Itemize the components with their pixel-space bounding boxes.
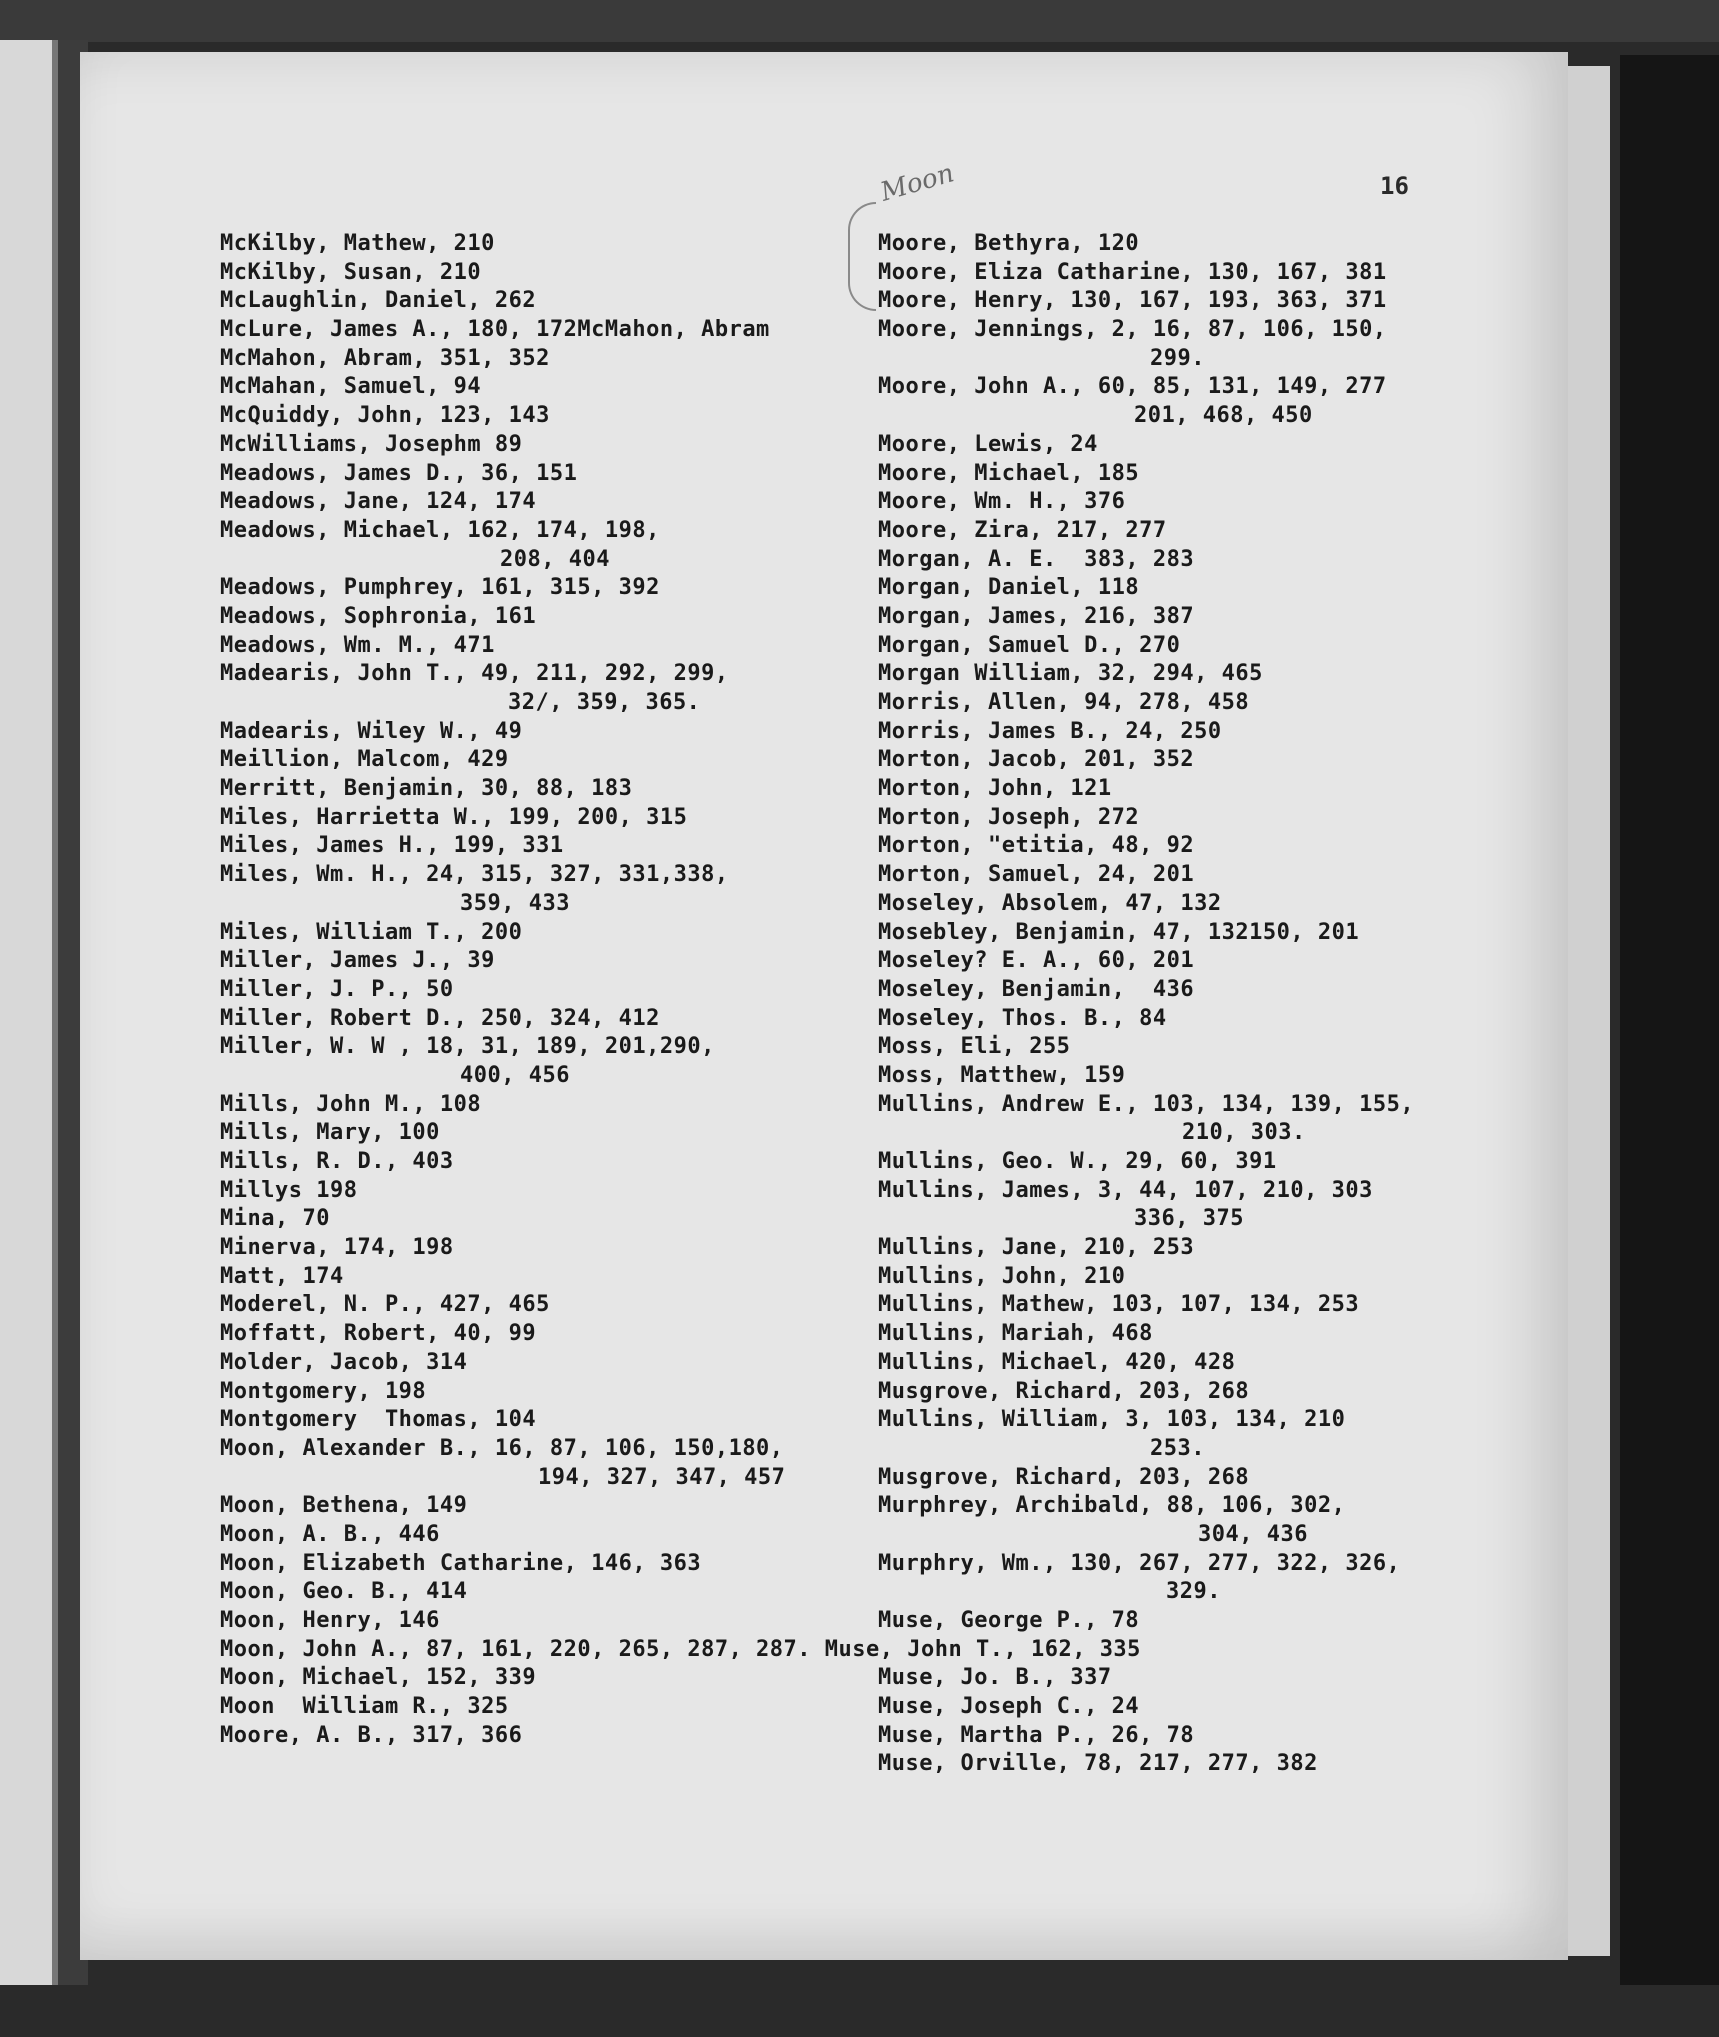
index-entry: Mina, 70 bbox=[220, 1206, 330, 1232]
index-entry: Muse, Jo. B., 337 bbox=[878, 1665, 1112, 1691]
index-entry: Morton, Joseph, 272 bbox=[878, 804, 1140, 830]
index-entry-continuation: 304, 436 bbox=[1198, 1521, 1308, 1547]
index-entry: Mills, John M., 108 bbox=[220, 1091, 482, 1117]
index-entry: Montgomery Thomas, 104 bbox=[220, 1407, 537, 1433]
index-entry: McWilliams, Josephm 89 bbox=[220, 431, 523, 457]
index-entry: Moon, Henry, 146 bbox=[220, 1608, 440, 1633]
index-entry: Miles, Harrietta W., 199, 200, 315 bbox=[220, 804, 688, 830]
index-entry: Meadows, Sophronia, 161 bbox=[220, 603, 537, 629]
index-entry-continuation: 299. bbox=[1150, 345, 1205, 371]
index-entry: Meadows, Wm. M., 471 bbox=[220, 632, 495, 658]
index-entry: Moseley, Thos. B., 84 bbox=[878, 1005, 1167, 1031]
facing-page-edge bbox=[0, 40, 58, 1985]
index-entry: Mullins, Michael, 420, 428 bbox=[878, 1349, 1236, 1375]
index-entry: Muse, Martha P., 26, 78 bbox=[878, 1722, 1195, 1748]
index-entry: McKilby, Mathew, 210 bbox=[220, 231, 495, 256]
index-entry: Moore, Henry, 130, 167, 193, 363, 371 bbox=[878, 288, 1387, 314]
index-entry: Mullins, Geo. W., 29, 60, 391 bbox=[878, 1149, 1277, 1174]
index-entry-continuation: 329. bbox=[1166, 1579, 1221, 1605]
index-entry: Murphry, Wm., 130, 267, 277, 322, 326, bbox=[878, 1550, 1401, 1576]
index-entry: Minerva, 174, 198 bbox=[220, 1235, 454, 1261]
scanner-frame-top bbox=[0, 0, 1719, 42]
index-entry: Moderel, N. P., 427, 465 bbox=[220, 1292, 550, 1318]
index-entry: Moon, Elizabeth Catharine, 146, 363 bbox=[220, 1550, 702, 1576]
index-entry: Muse, Joseph C., 24 bbox=[878, 1694, 1140, 1720]
index-entry: Morgan William, 32, 294, 465 bbox=[878, 661, 1263, 687]
index-entry: Moon, Michael, 152, 339 bbox=[220, 1665, 537, 1691]
index-entry-continuation: 201, 468, 450 bbox=[1134, 403, 1313, 429]
index-entry: Moore, Eliza Catharine, 130, 167, 381 bbox=[878, 259, 1387, 285]
index-entry: Moore, Wm. H., 376 bbox=[878, 489, 1126, 515]
index-entry: Morgan, A. E. 383, 283 bbox=[878, 546, 1195, 572]
index-entry: Morris, Allen, 94, 278, 458 bbox=[878, 690, 1250, 715]
index-entry bbox=[878, 1636, 1488, 1665]
index-entry: Miles, Wm. H., 24, 315, 327, 331,338, bbox=[220, 862, 729, 888]
page-number: 16 bbox=[1380, 172, 1409, 200]
index-entry: Morgan, Samuel D., 270 bbox=[878, 632, 1181, 658]
index-entry: Muse, Orville, 78, 217, 277, 382 bbox=[878, 1751, 1318, 1777]
index-entry: Muse, George P., 78 bbox=[878, 1608, 1140, 1633]
index-entry: Mills, R. D., 403 bbox=[220, 1149, 454, 1174]
index-entry: Moseley, Benjamin, 436 bbox=[878, 976, 1195, 1002]
index-entry: Miller, Robert D., 250, 324, 412 bbox=[220, 1005, 660, 1031]
index-entry: Moon, Geo. B., 414 bbox=[220, 1579, 468, 1605]
index-entry: McMahon, Abram, 351, 352 bbox=[220, 345, 550, 371]
index-entry: Mills, Mary, 100 bbox=[220, 1120, 440, 1146]
index-entry: Morgan, James, 216, 387 bbox=[878, 603, 1195, 629]
index-entry: Moon, Bethena, 149 bbox=[220, 1493, 468, 1519]
index-entry: Miller, W. W , 18, 31, 189, 201,290, bbox=[220, 1034, 715, 1060]
index-entry-continuation: 32/, 359, 365. bbox=[508, 690, 701, 715]
index-entry: Musgrove, Richard, 203, 268 bbox=[878, 1464, 1250, 1490]
index-entry: Moon William R., 325 bbox=[220, 1694, 509, 1720]
index-entry: Morton, Jacob, 201, 352 bbox=[878, 747, 1195, 773]
index-entry: Meadows, Pumphrey, 161, 315, 392 bbox=[220, 575, 660, 601]
index-entry: Mullins, Andrew E., 103, 134, 139, 155, bbox=[878, 1091, 1415, 1117]
index-entry: Moore, A. B., 317, 366 bbox=[220, 1722, 523, 1748]
index-entry: Madearis, John T., 49, 211, 292, 299, bbox=[220, 661, 729, 687]
index-entry-continuation: 400, 456 bbox=[460, 1062, 570, 1088]
index-entry: Mullins, James, 3, 44, 107, 210, 303 bbox=[878, 1177, 1373, 1203]
index-entry: Miles, William T., 200 bbox=[220, 919, 523, 945]
index-entry: Matt, 174 bbox=[220, 1263, 344, 1289]
handwritten-margin-note: Moon bbox=[877, 158, 958, 208]
page-edge-curl bbox=[1562, 66, 1610, 1956]
index-entry: Musgrove, Richard, 203, 268 bbox=[878, 1378, 1250, 1404]
index-entry: Montgomery, 198 bbox=[220, 1378, 427, 1404]
index-entry: Murphrey, Archibald, 88, 106, 302, bbox=[878, 1493, 1346, 1519]
index-entry: Meadows, James D., 36, 151 bbox=[220, 460, 578, 486]
index-entry: Miles, James H., 199, 331 bbox=[220, 833, 564, 859]
index-entry: Mosebley, Benjamin, 47, 132150, 201 bbox=[878, 919, 1360, 945]
index-entry: Moseley? E. A., 60, 201 bbox=[878, 948, 1195, 974]
index-entry: McQuiddy, John, 123, 143 bbox=[220, 403, 550, 429]
index-entry-continuation: 210, 303. bbox=[1182, 1120, 1306, 1146]
index-entry: Meillion, Malcom, 429 bbox=[220, 747, 509, 773]
index-entry: Meadows, Michael, 162, 174, 198, bbox=[220, 517, 660, 543]
index-entry: Meadows, Jane, 124, 174 bbox=[220, 489, 537, 515]
index-entry-continuation: 253. bbox=[1150, 1435, 1205, 1461]
index-entry: Moss, Matthew, 159 bbox=[878, 1062, 1126, 1088]
index-entry: Miller, James J., 39 bbox=[220, 948, 495, 974]
index-entry: McMahan, Samuel, 94 bbox=[220, 374, 482, 400]
index-entry: Moore, Michael, 185 bbox=[878, 460, 1140, 486]
index-column-right bbox=[878, 230, 1488, 1779]
index-entry: Morgan, Daniel, 118 bbox=[878, 575, 1140, 601]
index-entry: Moore, Lewis, 24 bbox=[878, 431, 1098, 457]
index-entry: Moseley, Absolem, 47, 132 bbox=[878, 890, 1222, 916]
index-entry-continuation: 359, 433 bbox=[460, 890, 570, 916]
index-entry: Moore, Zira, 217, 277 bbox=[878, 517, 1167, 543]
index-entry: Mullins, Jane, 210, 253 bbox=[878, 1235, 1195, 1261]
index-entry: Mullins, Mariah, 468 bbox=[878, 1321, 1153, 1347]
index-entry: Morton, "etitia, 48, 92 bbox=[878, 833, 1195, 859]
index-entry: Moss, Eli, 255 bbox=[878, 1034, 1071, 1060]
index-entry: McLaughlin, Daniel, 262 bbox=[220, 288, 537, 314]
index-entry: McKilby, Susan, 210 bbox=[220, 259, 482, 285]
index-entry: Mullins, William, 3, 103, 134, 210 bbox=[878, 1407, 1346, 1433]
index-entry: Moore, John A., 60, 85, 131, 149, 277 bbox=[878, 374, 1387, 400]
index-entry-continuation: 336, 375 bbox=[1134, 1206, 1244, 1232]
index-entry: Mullins, John, 210 bbox=[878, 1263, 1126, 1289]
index-entry: Morton, Samuel, 24, 201 bbox=[878, 862, 1195, 888]
index-entry: Moore, Jennings, 2, 16, 87, 106, 150, bbox=[878, 317, 1387, 343]
index-entry: Moffatt, Robert, 40, 99 bbox=[220, 1321, 537, 1347]
index-entry: Molder, Jacob, 314 bbox=[220, 1349, 468, 1375]
index-entry-continuation: 194, 327, 347, 457 bbox=[538, 1464, 786, 1490]
index-entry: Moon, Alexander B., 16, 87, 106, 150,180, bbox=[220, 1435, 784, 1461]
index-entry: Miller, J. P., 50 bbox=[220, 976, 454, 1002]
index-entry: Moon, John A., 87, 161, 220, 265, 287, 287. Muse, John T., 162, 335 bbox=[220, 1636, 1141, 1662]
index-entry-continuation: 208, 404 bbox=[500, 546, 610, 572]
index-entry: Madearis, Wiley W., 49 bbox=[220, 718, 523, 744]
index-entry: Millys 198 bbox=[220, 1177, 358, 1203]
index-entry: Morris, James B., 24, 250 bbox=[878, 718, 1222, 744]
index-entry: Moore, Bethyra, 120 bbox=[878, 231, 1140, 256]
index-entry: Moon, A. B., 446 bbox=[220, 1521, 440, 1547]
scanner-frame-right bbox=[1620, 55, 1719, 1985]
index-entry: McLure, James A., 180, 172McMahon, Abram bbox=[220, 317, 770, 343]
index-entry: Mullins, Mathew, 103, 107, 134, 253 bbox=[878, 1292, 1360, 1318]
index-entry: Morton, John, 121 bbox=[878, 776, 1112, 802]
index-entry: Merritt, Benjamin, 30, 88, 183 bbox=[220, 776, 633, 802]
